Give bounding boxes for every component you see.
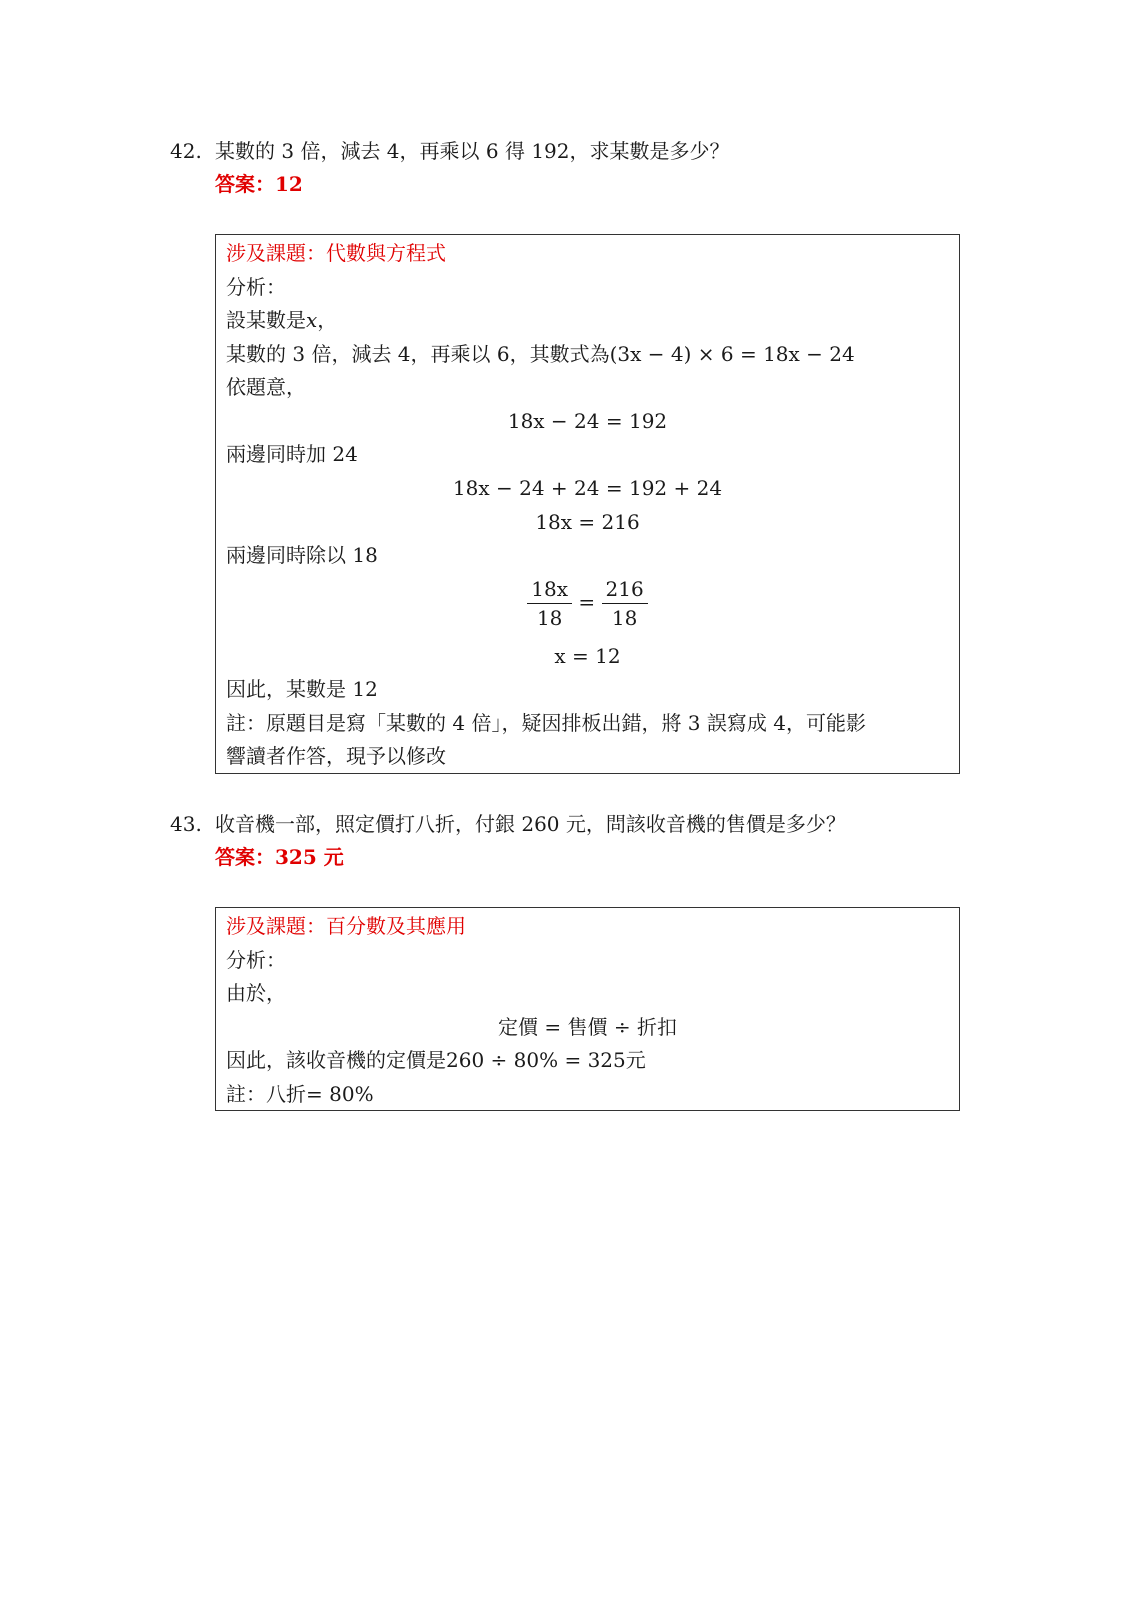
expression-math: (3x − 4) × 6 = 18x − 24	[609, 342, 855, 366]
question-42	[170, 138, 730, 164]
formula-line: 定價 = 售價 ÷ 折扣	[498, 1015, 677, 1039]
fraction-left: $\frac{18x}{18}$	[527, 575, 572, 632]
fraction-right: $\frac{216}{18}$	[602, 575, 648, 632]
divide-step-line: 兩邊同時除以 18	[226, 543, 378, 567]
question-text: 收音機一部，照定價打八折，付銀 260 元，問該收音機的售價是多少？	[215, 812, 846, 836]
note-line: 註：八折= 80%	[226, 1082, 374, 1106]
equation-5: x = 12	[554, 644, 621, 668]
expression-line: 某數的 3 倍，減去 4，再乘以 6，其數式為(3x − 4) × 6 = 18x − 24	[226, 342, 855, 366]
equation-2: 18x − 24 + 24 = 192 + 24	[452, 476, 723, 500]
note-line-1: 註：原題目是寫「某數的 4 倍」，疑因排板出錯，將 3 誤寫成 4，可能影	[226, 711, 866, 735]
question-43	[170, 811, 846, 837]
question-text: 某數的 3 倍，減去 4，再乘以 6 得 192，求某數是多少？	[215, 139, 730, 163]
by-question-line: 依題意，	[226, 375, 306, 399]
analysis-label: 分析：	[226, 275, 286, 299]
question-number: 42.	[170, 139, 202, 163]
answer-42: 答案：12	[215, 172, 303, 196]
let-line: 設某數是x，	[226, 308, 338, 332]
conclusion-line: 因此，該收音機的定價是260 ÷ 80% = 325元	[226, 1048, 646, 1072]
question-number: 43.	[170, 812, 202, 836]
equation-1: 18x − 24 = 192	[507, 409, 668, 433]
since-line: 由於，	[226, 981, 286, 1005]
equation-3: 18x = 216	[535, 510, 640, 534]
answer-43: 答案：325 元	[215, 845, 344, 869]
analysis-label: 分析：	[226, 948, 286, 972]
solution-box-43	[215, 907, 960, 1111]
solution-box-42	[215, 234, 960, 774]
note-line-2: 響讀者作答，現予以修改	[226, 744, 446, 768]
fraction-equation: $\frac{18x}{18}$ = $\frac{216}{18}$	[216, 575, 959, 632]
add-step-line: 兩邊同時加 24	[226, 442, 358, 466]
topic-label: 涉及課題：代數與方程式	[226, 241, 446, 265]
conclusion-line: 因此，某數是 12	[226, 677, 378, 701]
topic-label: 涉及課題：百分數及其應用	[226, 914, 466, 938]
variable-x: x	[306, 308, 318, 332]
